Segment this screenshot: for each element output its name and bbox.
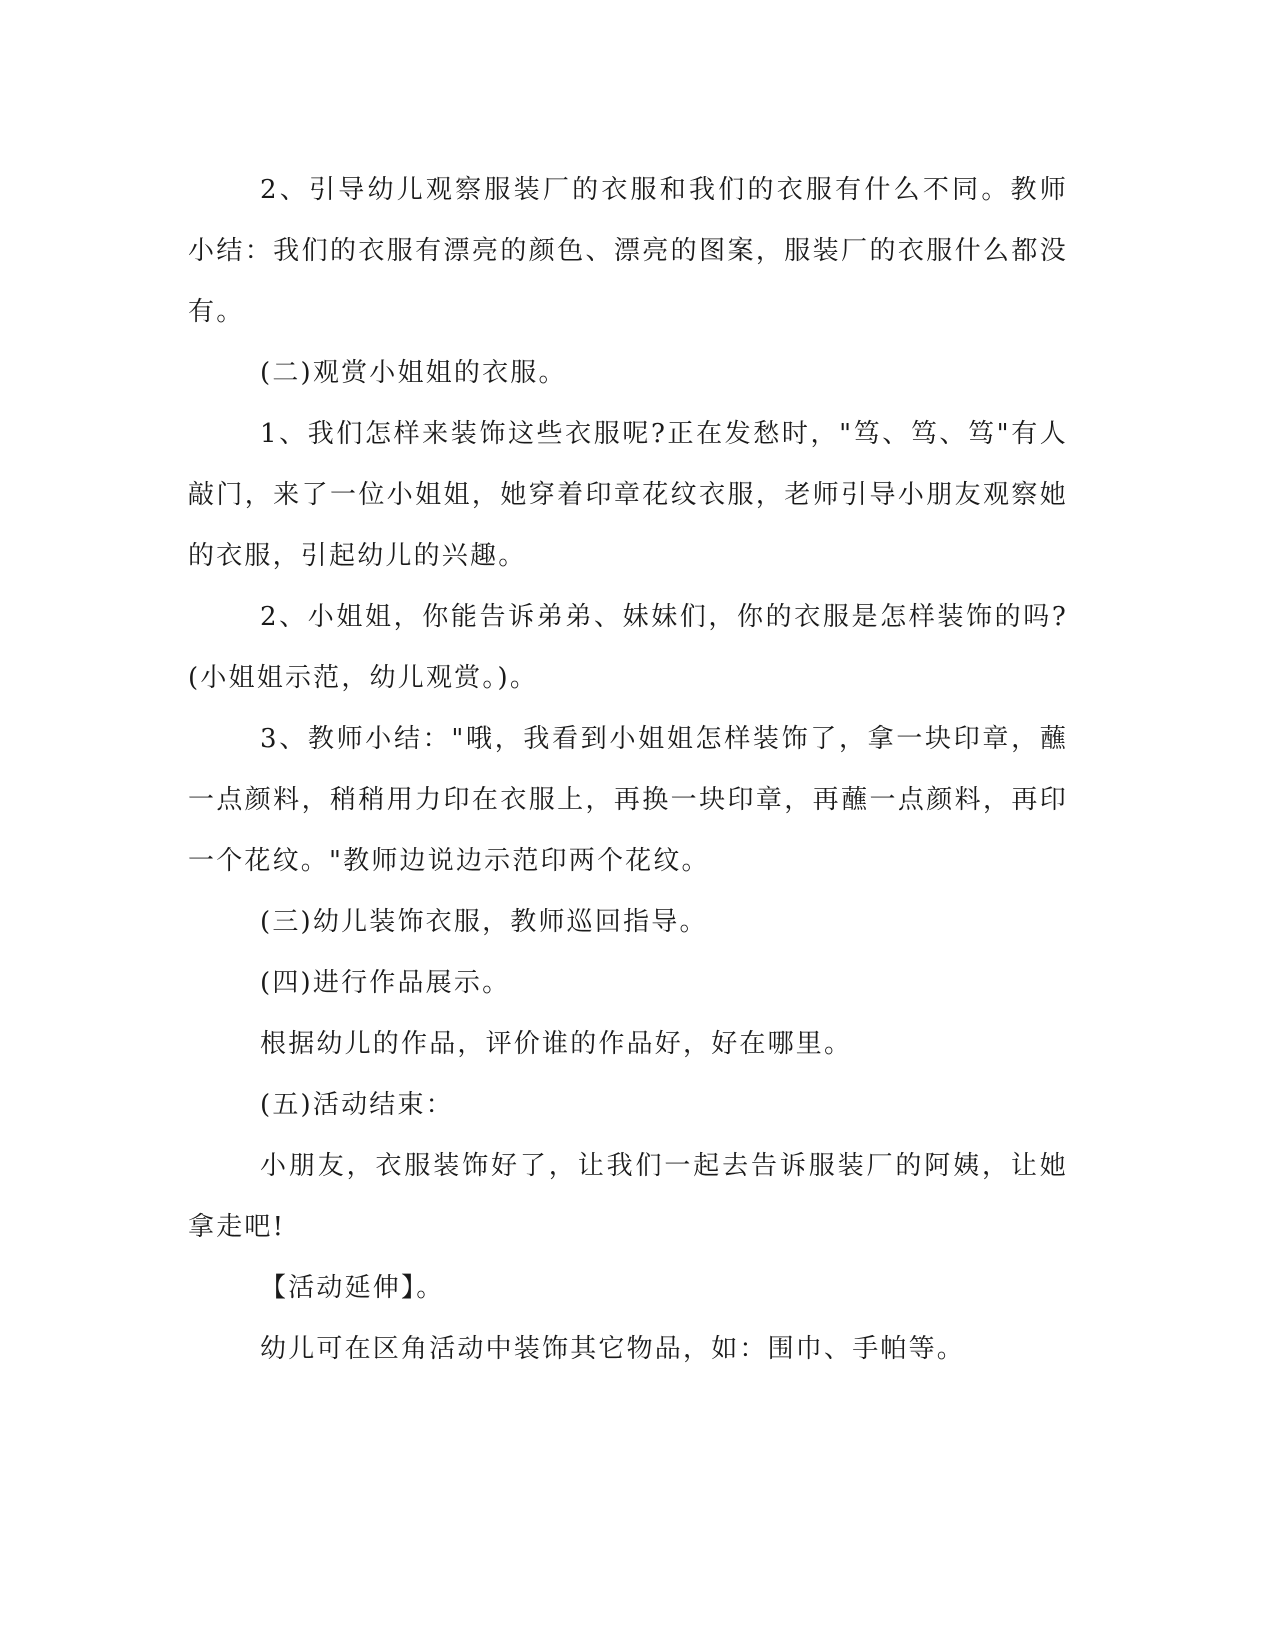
paragraph-extension-body: 幼儿可在区角活动中装饰其它物品，如：围巾、手帕等。 bbox=[260, 1334, 966, 1364]
paragraph-step-2-ask: 2、小姐姐，你能告诉弟弟、妹妹们，你的衣服是怎样装饰的吗?(小姐姐示范，幼儿观赏。)。 bbox=[188, 602, 1068, 693]
document-body bbox=[188, 160, 1068, 1380]
paragraph-step-1-knock: 1、我们怎样来装饰这些衣服呢?正在发愁时，"笃、笃、笃"有人敲门，来了一位小姐姐，她穿着印章花纹衣服，老师引导小朋友观察她的衣服，引起幼儿的兴趣。 bbox=[188, 419, 1068, 571]
paragraph-section-3-heading: (三)幼儿装饰衣服，教师巡回指导。 bbox=[260, 907, 708, 937]
paragraph-extension-heading: 【活动延伸】。 bbox=[260, 1273, 445, 1303]
paragraph-section-5-heading: (五)活动结束： bbox=[260, 1090, 454, 1120]
paragraph-evaluation: 根据幼儿的作品，评价谁的作品好，好在哪里。 bbox=[260, 1029, 853, 1059]
paragraph-ending: 小朋友，衣服装饰好了，让我们一起去告诉服装厂的阿姨，让她拿走吧! bbox=[188, 1151, 1068, 1242]
paragraph-step-3-summary: 3、教师小结："哦，我看到小姐姐怎样装饰了，拿一块印章，蘸一点颜料，稍稍用力印在衣服上，再换一块印章，再蘸一点颜料，再印一个花纹。"教师边说边示范印两个花纹。 bbox=[188, 724, 1068, 876]
paragraph-section-4-heading: (四)进行作品展示。 bbox=[260, 968, 511, 998]
paragraph-section-2-heading: (二)观赏小姐姐的衣服。 bbox=[260, 358, 567, 388]
paragraph-step-2-compare: 2、引导幼儿观察服装厂的衣服和我们的衣服有什么不同。教师小结：我们的衣服有漂亮的颜色、漂亮的图案，服装厂的衣服什么都没有。 bbox=[188, 175, 1068, 327]
